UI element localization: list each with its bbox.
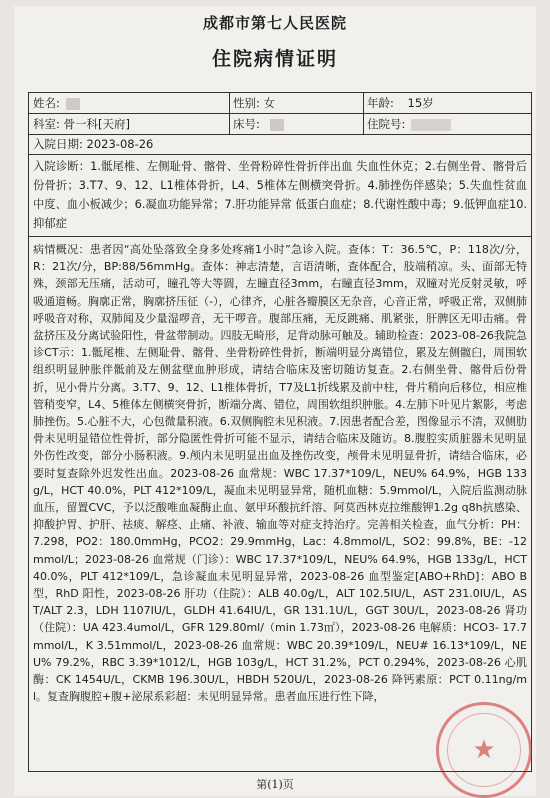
row-personal	[29, 93, 531, 114]
age-label: 年龄:	[367, 96, 394, 110]
name-redacted	[66, 98, 80, 110]
certificate-table	[28, 92, 532, 772]
age-cell	[363, 93, 533, 113]
row-diagnosis	[29, 155, 531, 237]
sex-cell	[229, 93, 363, 113]
page-number: 第(1)页	[256, 778, 294, 791]
admit-cell	[29, 135, 533, 154]
sex-label: 性别:	[233, 96, 260, 110]
condition-summary-text: 病情概况：患者因“高处坠落致全身多处疼痛1小时”急诊入院。查体：T：36.5℃，P：118次/分，R：21次/分，BP:88/56mmHg。查体：神志清楚，言语清晰，查体配合，肢端稍凉。头、面部无特殊，颈部无压痛，活动可，瞳孔等大等圆，左瞳直径3mm，右瞳直径3mm，双瞳对光反射灵敏，呼吸通道畅。胸廓正常，胸廓挤压征（-），心律齐，心脏各瓣膜区无杂音，心音正常，呼吸正常，双侧肺呼吸音对称，双肺闻及少量湿啰音，无干啰音。腹部压痛，无反跳痛、肌紧张，肝脾区无叩击痛。骨盆挤压及分离试验阳性，骨盆带制动。四肢无畸形，足背动脉可触及。辅助检查：2023-08-26我院急诊CT示：1.骶尾椎、左侧耻骨、髂骨、坐骨粉碎性骨折，断端明显分离错位，累及左侧髋臼，周围软组织明显肿胀伴骶前及左侧盆壁血肿形成，请结合临床及密切随访复查。2.右侧坐骨、髂骨后份骨折，见小骨片分离。3.T7、9、12、L1椎体骨折，T7及L1折线累及前中柱，骨片稍向后移位，相应椎管稍变窄，L4、5椎体左侧横突骨折，断端分离、错位，周围软组织肿胀。4.左肺下叶见片絮影，考虑肺挫伤。5.心脏不大，心包微量积液。6.双侧胸腔未见积液。7.因患者配合差，图像显示不清，双侧肋骨未见明显错位性骨折，部分隐匿性骨折可能不显示，请结合临床及随访。8.腹腔实质脏器未见明显外伤性改变，部分小肠积液。9.颅内未见明显出血及挫伤改变，颅骨未见明显骨折，请结合临床，必要时复查除外迟发性出血。2023-08-26 血常规：WBC 17.37*109/L，NEU% 64.9%，HGB 133g/L，HCT 40.0%，PLT 412*109/L，凝血未见明显异常，随机血糖：5.9mmol/L，入院后监测动脉血压，留置CVC，予以泛酸唯血凝酶止血、氨甲环酸抗纤溶、阿莫西林克拉维酸钾1.2g q8h抗感染、抑酸护胃、护肝、祛痰、解痉、止痛、补液、输血等对症支持治疗。完善相关检查，血气分析：PH：7.298，PO2：180.0mmHg，PCO2：29.9mmHg，Lac：4.8mmol/L，SO2：99.8%，BE：-12mmol/L；2023-08-26 血常规（门诊）：WBC 17.37*109/L，NEU% 64.9%，HGB 133g/L，HCT 40.0%，PLT 412*109/L，急诊凝血未见明显异常，2023-08-26 血型鉴定[ABO+RhD]：ABO B型，RhD 阳性，2023-08-26 肝功（住院）：ALB 40.0g/L，ALT 102.5IU/L，AST 231.0IU/L，AST/ALT 2.3，LDH 1107IU/L，GLDH 41.64IU/L，GR 131.1U/L，GGT 30U/L，2023-08-26 肾功（住院）：UA 423.4umol/L，GFR 129.80ml/（min 1.73㎡），2023-08-26 电解质：HCO3- 17.7mmol/L，K 3.51mmol/L，2023-08-26 血常规：WBC 20.39*109/L，NEU# 16.13*109/L，NEU% 79.2%，RBC 3.39*1012/L，HGB 103g/L，HCT 31.2%，PCT 0.294%，2023-08-26 心肌酶：CK 1454U/L，CKMB 196.30U/L，HBDH 520U/L，2023-08-26 降钙素原：PCT 0.11ng/ml。复查胸腹腔+腹+泌尿系彩超：未见明显异常。患者血压进行性下降，	[33, 243, 527, 704]
admit-label: 入院日期:	[33, 137, 83, 151]
inpatient-label: 住院号:	[367, 117, 406, 131]
dept-label: 科室:	[33, 117, 60, 131]
inpatient-cell	[363, 114, 533, 134]
inpatient-redacted	[411, 119, 451, 131]
bed-redacted	[270, 119, 284, 131]
bed-label: 床号:	[233, 117, 260, 131]
age-value: 15岁	[407, 96, 434, 110]
document-title: 住院病情证明	[211, 48, 338, 70]
admit-value: 2023-08-26	[86, 137, 154, 151]
hospital-seal: ★	[436, 702, 532, 798]
sex-value: 女	[263, 96, 276, 110]
hospital-name: 成都市第七人民医院	[202, 14, 347, 32]
dept-value: 骨一科[天府]	[63, 117, 131, 131]
dept-cell	[29, 114, 229, 134]
row-department	[29, 114, 531, 135]
name-cell	[29, 93, 229, 113]
bed-cell	[229, 114, 363, 134]
row-admission	[29, 135, 531, 155]
name-label: 姓名:	[33, 96, 60, 110]
diagnosis-text: 入院诊断：1.骶尾椎、左侧耻骨、髂骨、坐骨粉碎性骨折伴出血 失血性休克；2.右侧坐骨、髂骨后份骨折；3.T7、9、12、L1椎体骨折，L4、5椎体左侧横突骨折。4.肺挫伤伴感染；5.失血性贫血 中度、血小板减少；6.凝血功能异常；7.肝功能异常 低蛋白血症；8.代谢性酸中毒；9.低钾血症10.抑郁症	[33, 160, 527, 230]
